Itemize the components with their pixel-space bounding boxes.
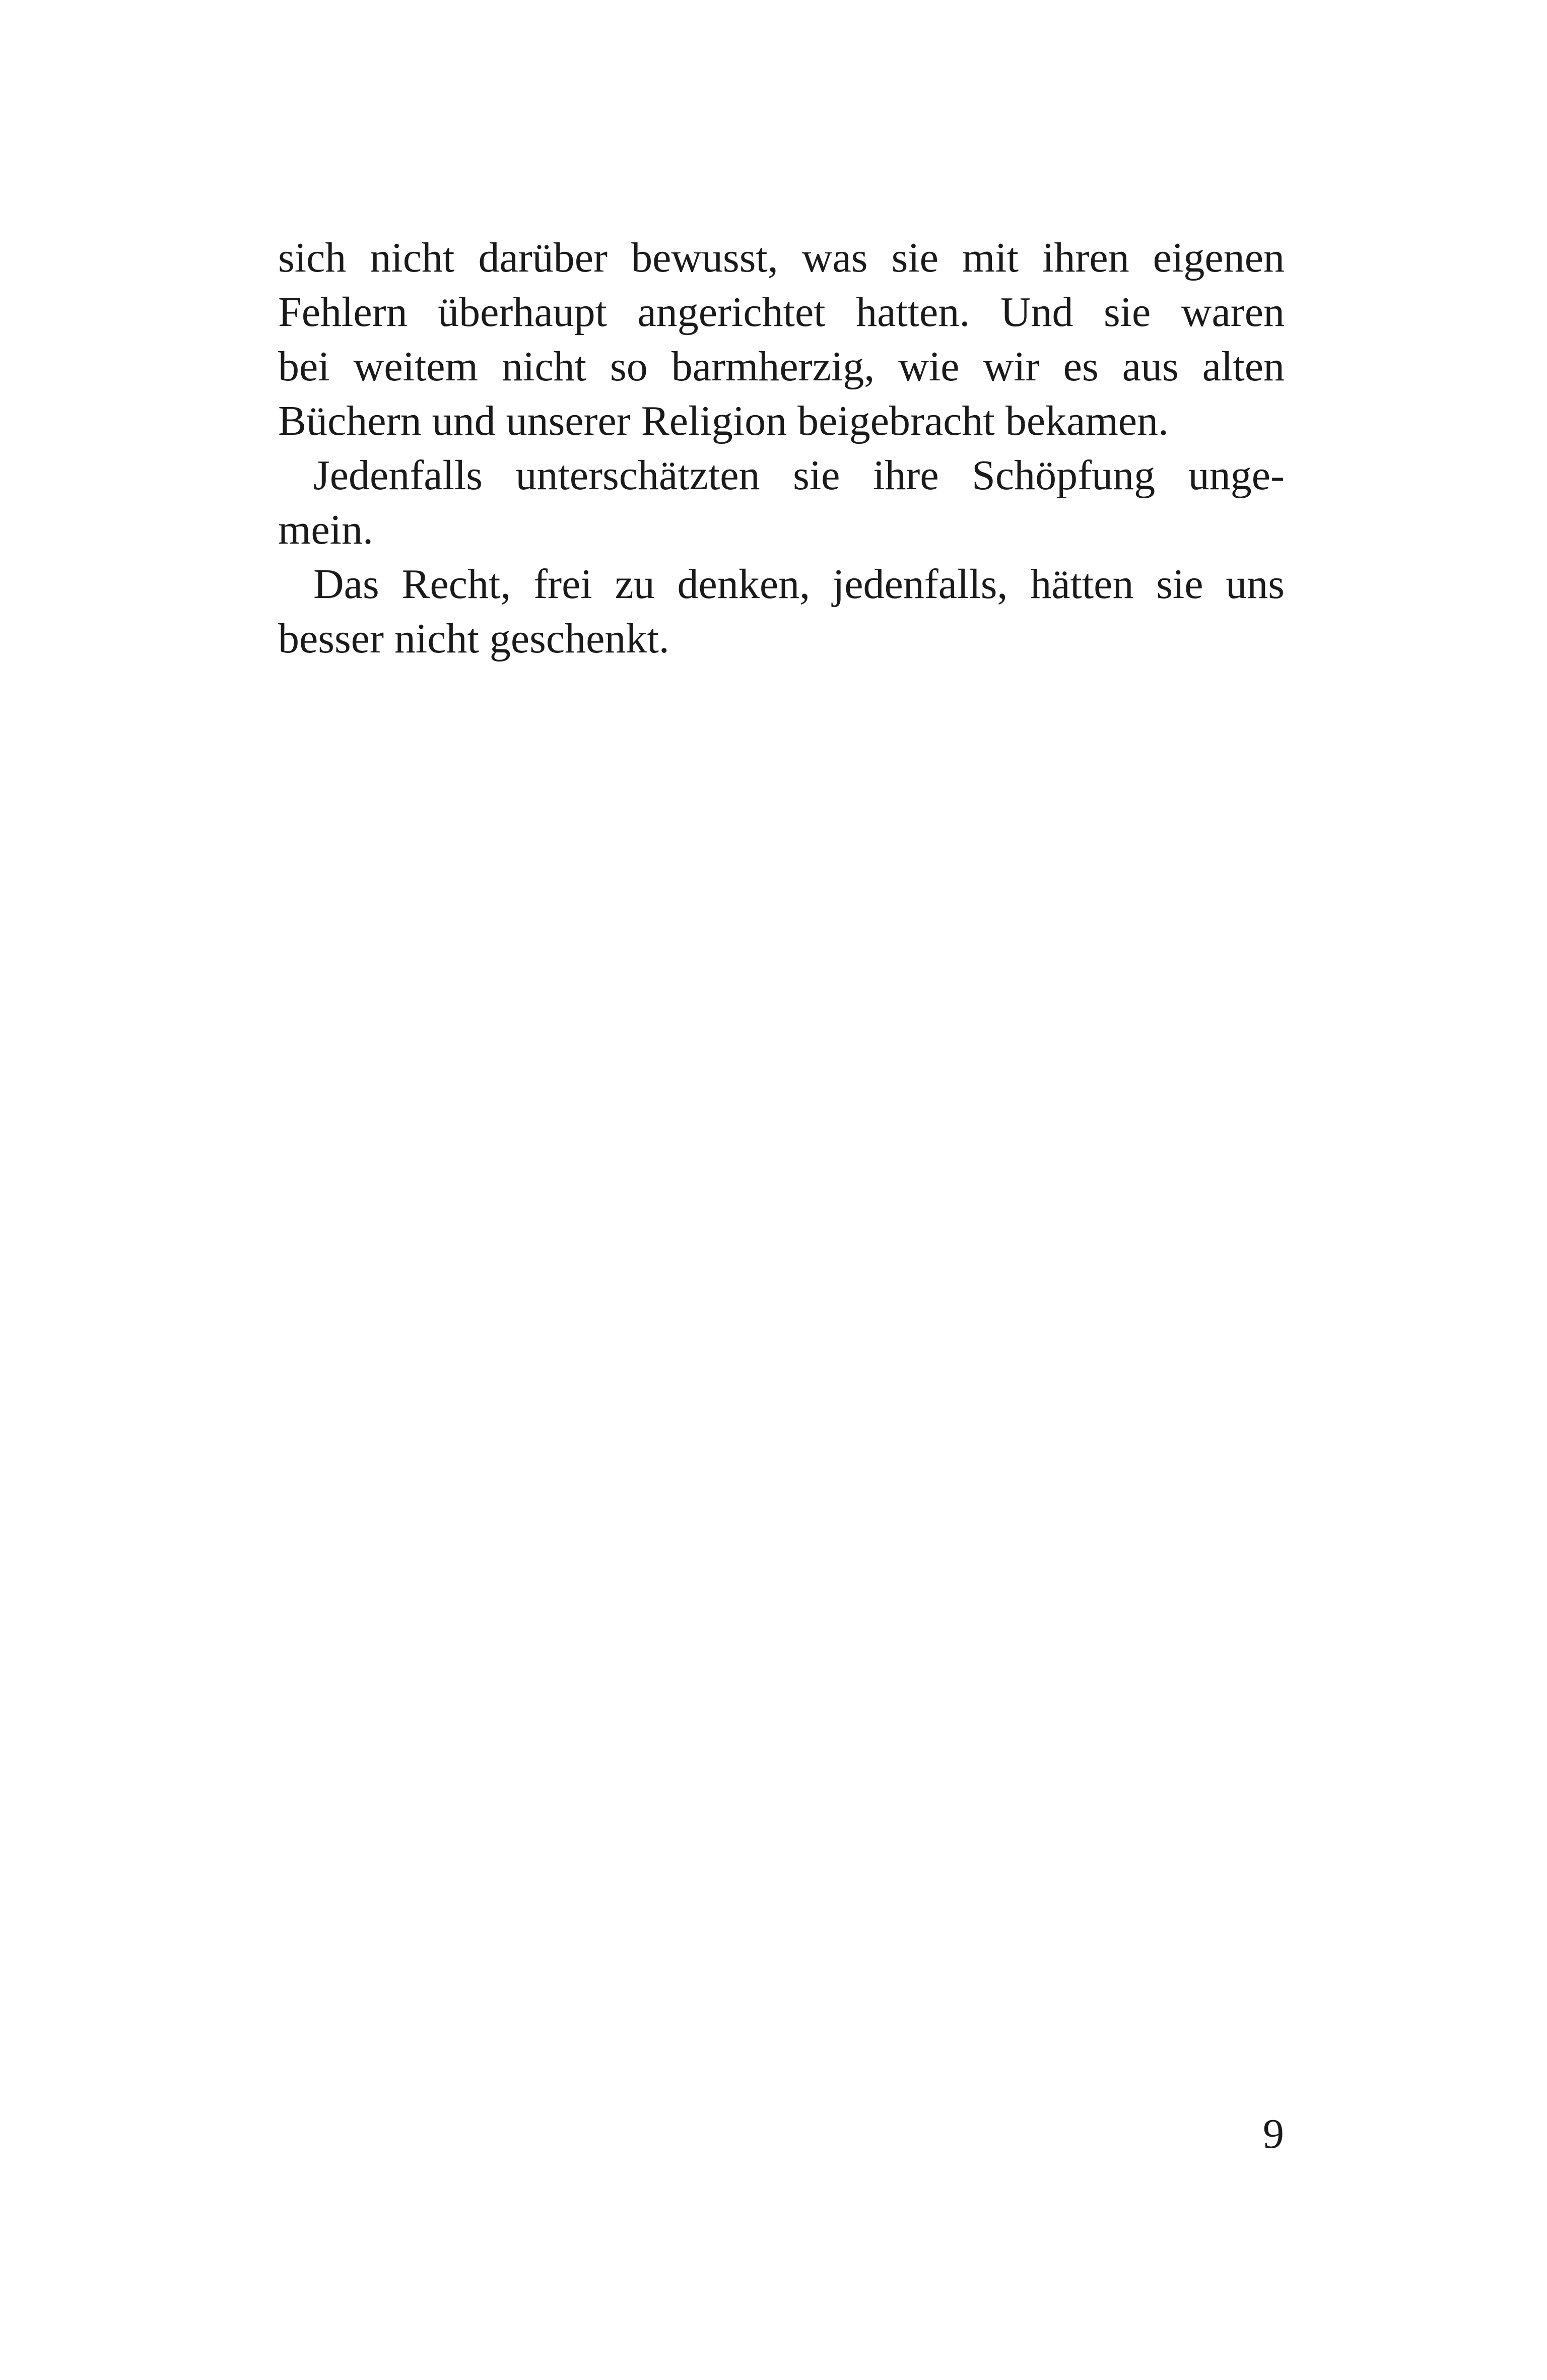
paragraph <box>278 231 1285 448</box>
text-line: Das Recht, frei zu denken, jedenfalls, hätten sie uns <box>313 561 1285 608</box>
body-text <box>278 231 1285 666</box>
text-line: Fehlern überhaupt angerichtet hatten. Und sie waren <box>278 289 1285 336</box>
text-line: besser nicht geschenkt. <box>278 615 669 662</box>
text-line: Jedenfalls unterschätzten sie ihre Schöpfung unge- <box>313 452 1285 499</box>
text-line: mein. <box>278 506 373 553</box>
page-number: 9 <box>1263 2110 1284 2157</box>
text-line: bei weitem nicht so barmherzig, wie wir es aus alten <box>278 343 1285 390</box>
paragraph <box>278 557 1285 666</box>
text-line: sich nicht darüber bewusst, was sie mit ihren eigenen <box>278 234 1285 281</box>
text-line: Büchern und unserer Religion beigebracht bekamen. <box>278 398 1169 444</box>
paragraph <box>278 448 1285 557</box>
